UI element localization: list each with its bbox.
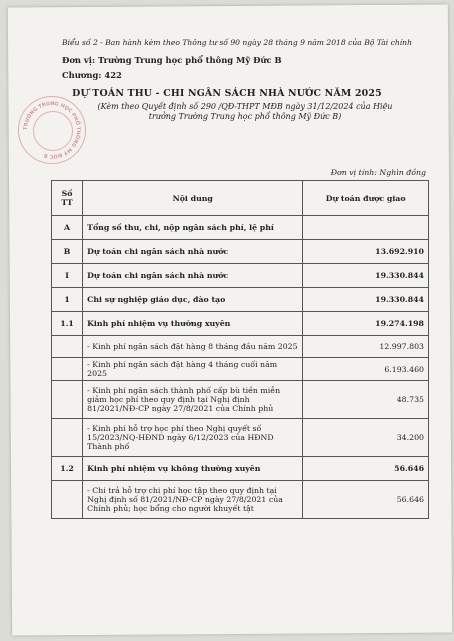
svg-text:TRƯỜNG TRUNG HỌC PHỔ THÔNG MỸ: TRƯỜNG TRUNG HỌC PHỔ THÔNG MỸ ĐỨC B	[22, 100, 82, 160]
table-row	[52, 336, 429, 358]
row-content-cell: - Kinh phí ngân sách đặt hàng 8 tháng đầu năm 2025	[83, 336, 303, 358]
row-stt-cell: 1.2	[52, 457, 83, 481]
red-seal-stamp	[18, 96, 86, 164]
row-amount-cell: 19.330.844	[303, 264, 429, 288]
row-content-cell: - Kinh phí ngân sách đặt hàng 4 tháng cuối năm 2025	[83, 358, 303, 381]
row-stt-cell: 1.1	[52, 312, 83, 336]
row-amount-cell: 56.646	[303, 457, 429, 481]
row-amount-cell: 56.646	[303, 481, 429, 519]
row-amount-cell: 12.997.803	[303, 336, 429, 358]
table-row	[52, 457, 429, 481]
table-row	[52, 419, 429, 457]
row-amount-cell: 19.274.198	[303, 312, 429, 336]
stamp-ring-text	[19, 97, 85, 163]
row-content-cell: Kinh phí nhiệm vụ thường xuyên	[83, 312, 303, 336]
row-amount-cell: 34.200	[303, 419, 429, 457]
row-amount-cell: 6.193.460	[303, 358, 429, 381]
row-amount-cell	[303, 216, 429, 240]
issued-note: Biểu số 2 - Ban hành kèm theo Thông tư số 90 ngày 28 tháng 9 năm 2018 của Bộ Tài chính	[62, 38, 412, 47]
page-title: DỰ TOÁN THU - CHI NGÂN SÁCH NHÀ NƯỚC NĂM 2025	[72, 88, 382, 99]
table-body	[52, 216, 429, 519]
table-row	[52, 481, 429, 519]
row-content-cell: - Kinh phí hỗ trợ học phí theo Nghị quyết số 15/2023/NQ-HĐND ngày 6/12/2023 của HĐND Thành phố	[83, 419, 303, 457]
row-stt-cell: I	[52, 264, 83, 288]
header-stt: Số TT	[52, 181, 83, 216]
table-row	[52, 381, 429, 419]
table-row	[52, 216, 429, 240]
chapter-line: Chương: 422	[62, 70, 122, 80]
table-header-row	[52, 181, 429, 216]
row-stt-cell	[52, 381, 83, 419]
row-stt-cell	[52, 358, 83, 381]
row-content-cell: Dự toán chi ngân sách nhà nước	[83, 264, 303, 288]
budget-table	[51, 180, 429, 519]
currency-unit-note: Đơn vị tính: Nghìn đồng	[330, 168, 426, 177]
row-amount-cell: 13.692.910	[303, 240, 429, 264]
row-content-cell: Tổng số thu, chi, nộp ngân sách phí, lệ phí	[83, 216, 303, 240]
row-amount-cell: 48.735	[303, 381, 429, 419]
row-stt-cell: A	[52, 216, 83, 240]
row-stt-cell: B	[52, 240, 83, 264]
row-amount-cell: 19.330.844	[303, 288, 429, 312]
row-content-cell: Kinh phí nhiệm vụ không thường xuyên	[83, 457, 303, 481]
row-content-cell: - Kinh phí ngân sách thành phố cấp bù tiền miễn giảm học phí theo quy định tại Nghị định 81/2021/NĐ-CP ngày 27/8/2021 của Chính phủ	[83, 381, 303, 419]
row-stt-cell	[52, 419, 83, 457]
decision-subtitle: (Kèm theo Quyết định số 290 /QĐ-THPT MĐB ngày 31/12/2024 của Hiệu trưởng Trường Trung học phổ thông Mỹ Đức B)	[97, 102, 393, 121]
row-content-cell: - Chi trả hỗ trợ chi phí học tập theo quy định tại Nghị định số 81/2021/NĐ-CP ngày 27/8/2021 của Chính phủ; học bổng cho người khuyết tật	[83, 481, 303, 519]
table-row	[52, 288, 429, 312]
row-stt-cell: 1	[52, 288, 83, 312]
row-content-cell: Chi sự nghiệp giáo dục, đào tạo	[83, 288, 303, 312]
row-stt-cell	[52, 336, 83, 358]
header-amount: Dự toán được giao	[303, 181, 429, 216]
header-content: Nội dung	[83, 181, 303, 216]
row-content-cell: Dự toán chi ngân sách nhà nước	[83, 240, 303, 264]
table-row	[52, 264, 429, 288]
row-stt-cell	[52, 481, 83, 519]
table-row	[52, 312, 429, 336]
table-row	[52, 240, 429, 264]
unit-line: Đơn vị: Trường Trung học phổ thông Mỹ Đức B	[62, 55, 282, 65]
table-row	[52, 358, 429, 381]
